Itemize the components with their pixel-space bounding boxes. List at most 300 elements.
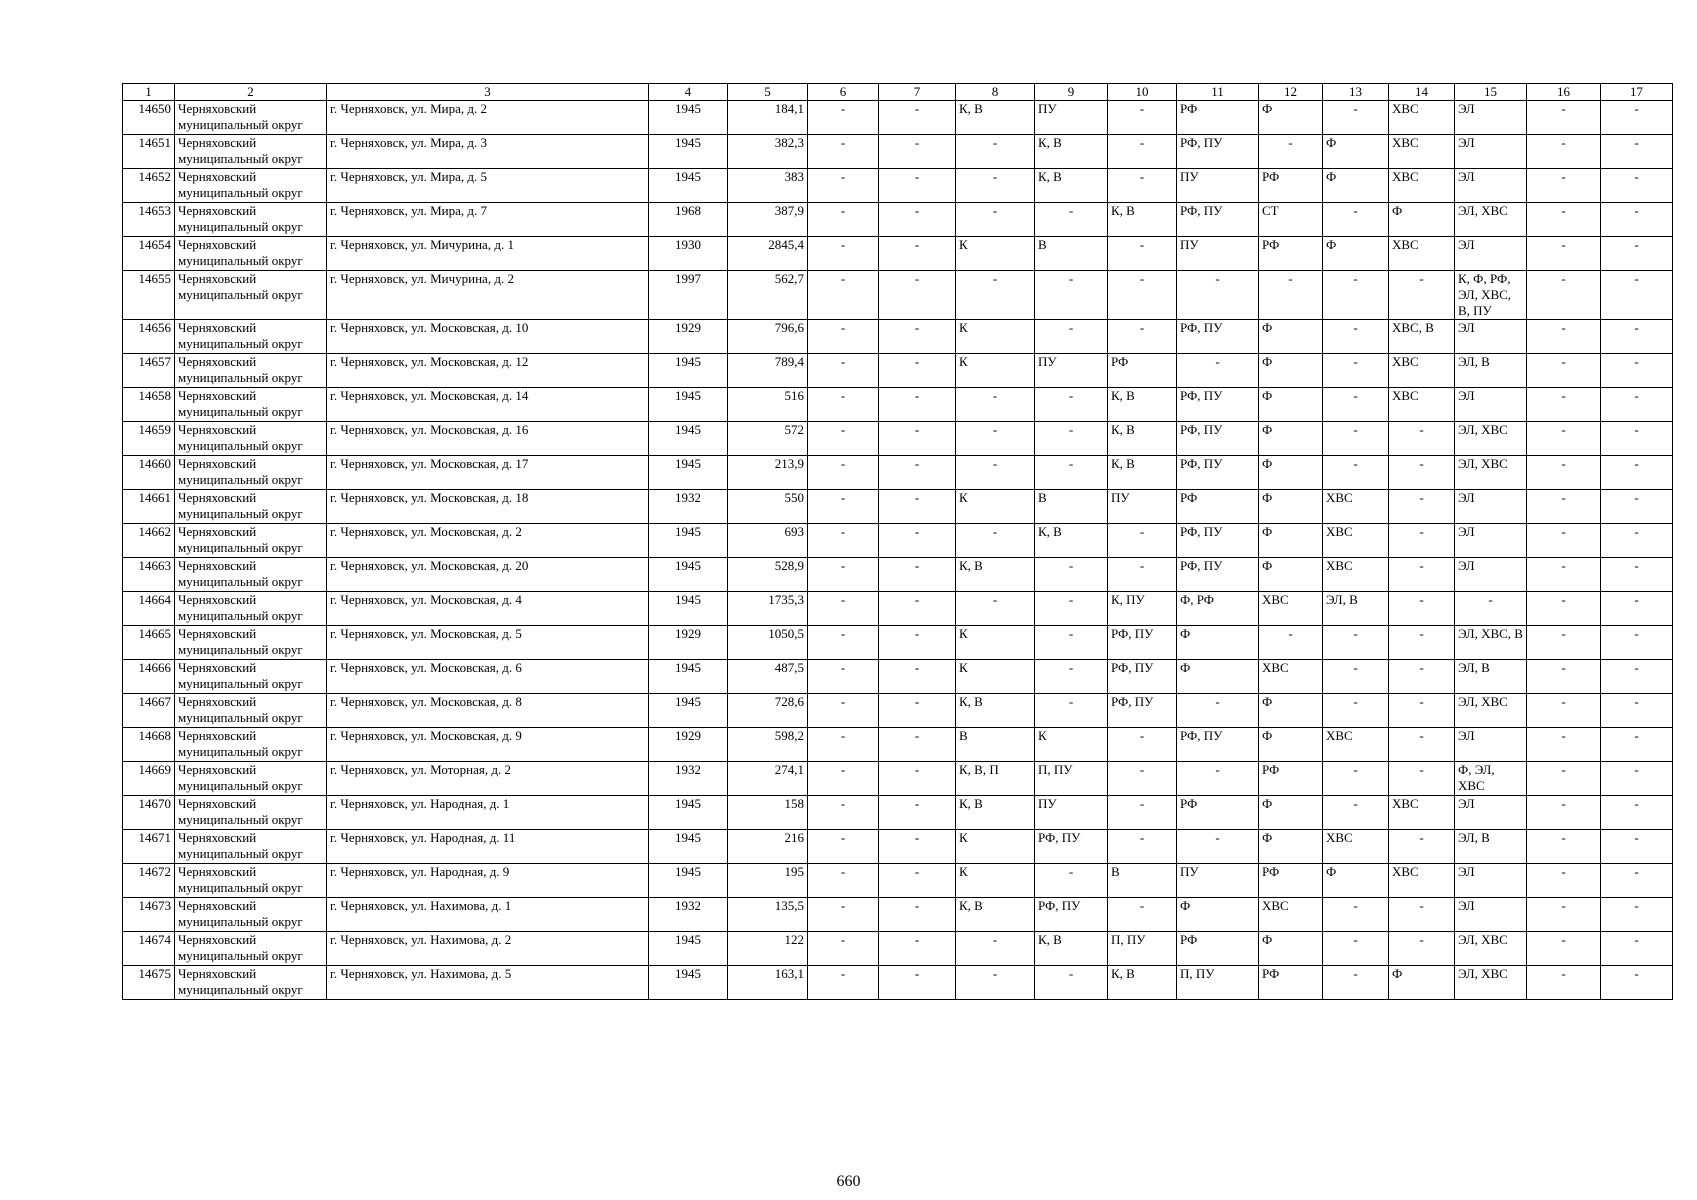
table-row <box>123 660 1673 694</box>
col-9-cell: П, ПУ <box>1035 762 1108 796</box>
col-8-cell: К, В <box>956 694 1035 728</box>
municipality-cell: Черняховский муниципальный округ <box>175 762 327 796</box>
column-number-12: 12 <box>1259 84 1323 101</box>
col-13-cell: ХВС <box>1323 728 1389 762</box>
col-12-cell: РФ <box>1259 169 1323 203</box>
table-row <box>123 456 1673 490</box>
table-row <box>123 237 1673 271</box>
col-10-cell: П, ПУ <box>1108 932 1177 966</box>
col-13-cell: Ф <box>1323 237 1389 271</box>
col-13-cell: ХВС <box>1323 490 1389 524</box>
col-10-cell: РФ, ПУ <box>1108 694 1177 728</box>
col-12-cell: - <box>1259 135 1323 169</box>
col-15-cell: ЭЛ <box>1455 524 1527 558</box>
col-16-cell: - <box>1527 728 1601 762</box>
col-13-cell: Ф <box>1323 135 1389 169</box>
col-17-cell: - <box>1601 626 1673 660</box>
col-10-cell: К, В <box>1108 203 1177 237</box>
column-number-17: 17 <box>1601 84 1673 101</box>
area-cell: 274,1 <box>728 762 808 796</box>
col-9-cell: ПУ <box>1035 354 1108 388</box>
col-9-cell: - <box>1035 203 1108 237</box>
col-7-cell: - <box>879 694 956 728</box>
record-id-cell: 14671 <box>123 830 175 864</box>
col-16-cell: - <box>1527 864 1601 898</box>
build-year-cell: 1932 <box>649 490 728 524</box>
address-cell: г. Черняховск, ул. Мира, д. 7 <box>327 203 649 237</box>
col-11-cell: РФ <box>1177 932 1259 966</box>
col-12-cell: Ф <box>1259 558 1323 592</box>
col-8-cell: В <box>956 728 1035 762</box>
col-13-cell: - <box>1323 898 1389 932</box>
col-9-cell: РФ, ПУ <box>1035 898 1108 932</box>
col-7-cell: - <box>879 320 956 354</box>
col-6-cell: - <box>808 490 879 524</box>
col-14-cell: ХВС <box>1389 237 1455 271</box>
col-10-cell: РФ <box>1108 354 1177 388</box>
col-7-cell: - <box>879 203 956 237</box>
col-16-cell: - <box>1527 101 1601 135</box>
record-id-cell: 14660 <box>123 456 175 490</box>
col-14-cell: ХВС <box>1389 135 1455 169</box>
col-7-cell: - <box>879 762 956 796</box>
col-10-cell: - <box>1108 101 1177 135</box>
col-13-cell: - <box>1323 422 1389 456</box>
col-10-cell: - <box>1108 320 1177 354</box>
col-8-cell: К, В, П <box>956 762 1035 796</box>
col-12-cell: Ф <box>1259 101 1323 135</box>
record-id-cell: 14657 <box>123 354 175 388</box>
record-id-cell: 14651 <box>123 135 175 169</box>
col-16-cell: - <box>1527 762 1601 796</box>
col-10-cell: К, В <box>1108 422 1177 456</box>
col-10-cell: - <box>1108 135 1177 169</box>
table-row <box>123 932 1673 966</box>
col-11-cell: - <box>1177 694 1259 728</box>
col-6-cell: - <box>808 728 879 762</box>
col-11-cell: РФ, ПУ <box>1177 422 1259 456</box>
col-16-cell: - <box>1527 660 1601 694</box>
col-6-cell: - <box>808 626 879 660</box>
address-cell: г. Черняховск, ул. Московская, д. 8 <box>327 694 649 728</box>
address-cell: г. Черняховск, ул. Московская, д. 10 <box>327 320 649 354</box>
col-12-cell: Ф <box>1259 932 1323 966</box>
col-11-cell: ПУ <box>1177 237 1259 271</box>
col-14-cell: - <box>1389 830 1455 864</box>
col-11-cell: РФ, ПУ <box>1177 320 1259 354</box>
col-14-cell: Ф <box>1389 203 1455 237</box>
col-9-cell: - <box>1035 388 1108 422</box>
header-row <box>123 84 1673 101</box>
col-15-cell: - <box>1455 592 1527 626</box>
col-9-cell: К, В <box>1035 135 1108 169</box>
col-6-cell: - <box>808 203 879 237</box>
area-cell: 216 <box>728 830 808 864</box>
col-12-cell: РФ <box>1259 864 1323 898</box>
column-number-11: 11 <box>1177 84 1259 101</box>
col-12-cell: Ф <box>1259 388 1323 422</box>
record-id-cell: 14668 <box>123 728 175 762</box>
area-cell: 383 <box>728 169 808 203</box>
table-row <box>123 101 1673 135</box>
col-15-cell: ЭЛ <box>1455 898 1527 932</box>
municipality-cell: Черняховский муниципальный округ <box>175 135 327 169</box>
col-7-cell: - <box>879 626 956 660</box>
table-row <box>123 626 1673 660</box>
col-8-cell: К, В <box>956 558 1035 592</box>
col-8-cell: К <box>956 830 1035 864</box>
area-cell: 135,5 <box>728 898 808 932</box>
address-cell: г. Черняховск, ул. Московская, д. 6 <box>327 660 649 694</box>
municipality-cell: Черняховский муниципальный округ <box>175 796 327 830</box>
col-13-cell: - <box>1323 626 1389 660</box>
col-15-cell: ЭЛ <box>1455 320 1527 354</box>
col-10-cell: - <box>1108 796 1177 830</box>
col-15-cell: ЭЛ <box>1455 135 1527 169</box>
area-cell: 382,3 <box>728 135 808 169</box>
col-16-cell: - <box>1527 796 1601 830</box>
area-cell: 796,6 <box>728 320 808 354</box>
col-7-cell: - <box>879 830 956 864</box>
col-6-cell: - <box>808 558 879 592</box>
col-8-cell: - <box>956 388 1035 422</box>
col-15-cell: ЭЛ, В <box>1455 830 1527 864</box>
record-id-cell: 14659 <box>123 422 175 456</box>
col-13-cell: - <box>1323 101 1389 135</box>
col-11-cell: - <box>1177 830 1259 864</box>
col-14-cell: ХВС <box>1389 169 1455 203</box>
col-14-cell: - <box>1389 762 1455 796</box>
col-12-cell: ХВС <box>1259 898 1323 932</box>
col-9-cell: К, В <box>1035 524 1108 558</box>
col-17-cell: - <box>1601 932 1673 966</box>
col-6-cell: - <box>808 932 879 966</box>
area-cell: 195 <box>728 864 808 898</box>
col-16-cell: - <box>1527 135 1601 169</box>
col-16-cell: - <box>1527 558 1601 592</box>
col-13-cell: - <box>1323 966 1389 1000</box>
col-10-cell: - <box>1108 558 1177 592</box>
col-15-cell: ЭЛ, ХВС, В <box>1455 626 1527 660</box>
col-15-cell: ЭЛ <box>1455 864 1527 898</box>
col-16-cell: - <box>1527 169 1601 203</box>
municipality-cell: Черняховский муниципальный округ <box>175 169 327 203</box>
col-14-cell: ХВС <box>1389 354 1455 388</box>
table-row <box>123 524 1673 558</box>
col-17-cell: - <box>1601 694 1673 728</box>
municipality-cell: Черняховский муниципальный округ <box>175 490 327 524</box>
col-16-cell: - <box>1527 830 1601 864</box>
col-17-cell: - <box>1601 169 1673 203</box>
column-number-10: 10 <box>1108 84 1177 101</box>
col-9-cell: К <box>1035 728 1108 762</box>
area-cell: 550 <box>728 490 808 524</box>
table-row <box>123 830 1673 864</box>
build-year-cell: 1929 <box>649 320 728 354</box>
col-12-cell: Ф <box>1259 354 1323 388</box>
col-11-cell: ПУ <box>1177 169 1259 203</box>
col-7-cell: - <box>879 354 956 388</box>
table-body <box>123 101 1673 1000</box>
record-id-cell: 14672 <box>123 864 175 898</box>
col-6-cell: - <box>808 271 879 320</box>
build-year-cell: 1930 <box>649 237 728 271</box>
col-11-cell: - <box>1177 271 1259 320</box>
address-cell: г. Черняховск, ул. Нахимова, д. 5 <box>327 966 649 1000</box>
col-17-cell: - <box>1601 271 1673 320</box>
address-cell: г. Черняховск, ул. Московская, д. 4 <box>327 592 649 626</box>
col-17-cell: - <box>1601 898 1673 932</box>
col-12-cell: Ф <box>1259 320 1323 354</box>
page-number: 660 <box>836 1173 861 1190</box>
col-9-cell: ПУ <box>1035 796 1108 830</box>
area-cell: 562,7 <box>728 271 808 320</box>
col-14-cell: - <box>1389 660 1455 694</box>
col-14-cell: - <box>1389 592 1455 626</box>
col-8-cell: К <box>956 490 1035 524</box>
col-12-cell: ХВС <box>1259 592 1323 626</box>
col-16-cell: - <box>1527 388 1601 422</box>
record-id-cell: 14662 <box>123 524 175 558</box>
municipality-cell: Черняховский муниципальный округ <box>175 626 327 660</box>
col-15-cell: ЭЛ, ХВС <box>1455 203 1527 237</box>
col-6-cell: - <box>808 456 879 490</box>
col-15-cell: ЭЛ, В <box>1455 660 1527 694</box>
col-17-cell: - <box>1601 592 1673 626</box>
column-number-15: 15 <box>1455 84 1527 101</box>
col-14-cell: - <box>1389 898 1455 932</box>
col-10-cell: - <box>1108 830 1177 864</box>
col-6-cell: - <box>808 694 879 728</box>
municipality-cell: Черняховский муниципальный округ <box>175 237 327 271</box>
col-9-cell: ПУ <box>1035 101 1108 135</box>
col-8-cell: - <box>956 135 1035 169</box>
col-9-cell: К, В <box>1035 169 1108 203</box>
municipality-cell: Черняховский муниципальный округ <box>175 898 327 932</box>
col-10-cell: К, В <box>1108 966 1177 1000</box>
col-7-cell: - <box>879 796 956 830</box>
col-6-cell: - <box>808 796 879 830</box>
address-cell: г. Черняховск, ул. Мира, д. 3 <box>327 135 649 169</box>
address-cell: г. Черняховск, ул. Московская, д. 5 <box>327 626 649 660</box>
municipality-cell: Черняховский муниципальный округ <box>175 558 327 592</box>
col-14-cell: ХВС <box>1389 796 1455 830</box>
col-16-cell: - <box>1527 271 1601 320</box>
col-7-cell: - <box>879 966 956 1000</box>
area-cell: 598,2 <box>728 728 808 762</box>
col-8-cell: - <box>956 932 1035 966</box>
col-17-cell: - <box>1601 320 1673 354</box>
col-17-cell: - <box>1601 237 1673 271</box>
col-12-cell: РФ <box>1259 966 1323 1000</box>
col-11-cell: РФ, ПУ <box>1177 388 1259 422</box>
build-year-cell: 1929 <box>649 728 728 762</box>
col-10-cell: - <box>1108 169 1177 203</box>
municipality-cell: Черняховский муниципальный округ <box>175 203 327 237</box>
col-13-cell: - <box>1323 388 1389 422</box>
col-15-cell: ЭЛ, ХВС <box>1455 422 1527 456</box>
col-12-cell: Ф <box>1259 728 1323 762</box>
col-14-cell: - <box>1389 456 1455 490</box>
col-8-cell: - <box>956 203 1035 237</box>
col-8-cell: - <box>956 966 1035 1000</box>
record-id-cell: 14663 <box>123 558 175 592</box>
table-row <box>123 966 1673 1000</box>
col-13-cell: ХВС <box>1323 830 1389 864</box>
col-12-cell: Ф <box>1259 694 1323 728</box>
col-17-cell: - <box>1601 796 1673 830</box>
col-10-cell: - <box>1108 271 1177 320</box>
col-17-cell: - <box>1601 762 1673 796</box>
col-6-cell: - <box>808 524 879 558</box>
col-7-cell: - <box>879 524 956 558</box>
col-12-cell: СТ <box>1259 203 1323 237</box>
col-11-cell: РФ <box>1177 490 1259 524</box>
table-row <box>123 796 1673 830</box>
build-year-cell: 1945 <box>649 966 728 1000</box>
table-row <box>123 728 1673 762</box>
col-13-cell: - <box>1323 271 1389 320</box>
col-11-cell: Ф <box>1177 898 1259 932</box>
build-year-cell: 1945 <box>649 592 728 626</box>
address-cell: г. Черняховск, ул. Московская, д. 9 <box>327 728 649 762</box>
col-7-cell: - <box>879 456 956 490</box>
address-cell: г. Черняховск, ул. Мичурина, д. 1 <box>327 237 649 271</box>
record-id-cell: 14673 <box>123 898 175 932</box>
col-14-cell: ХВС <box>1389 101 1455 135</box>
area-cell: 1050,5 <box>728 626 808 660</box>
area-cell: 528,9 <box>728 558 808 592</box>
col-17-cell: - <box>1601 660 1673 694</box>
col-7-cell: - <box>879 135 956 169</box>
record-id-cell: 14654 <box>123 237 175 271</box>
build-year-cell: 1945 <box>649 422 728 456</box>
record-id-cell: 14667 <box>123 694 175 728</box>
col-6-cell: - <box>808 830 879 864</box>
address-cell: г. Черняховск, ул. Народная, д. 9 <box>327 864 649 898</box>
table-row <box>123 203 1673 237</box>
col-11-cell: РФ <box>1177 796 1259 830</box>
col-16-cell: - <box>1527 966 1601 1000</box>
col-13-cell: ХВС <box>1323 524 1389 558</box>
col-16-cell: - <box>1527 524 1601 558</box>
col-15-cell: ЭЛ, В <box>1455 354 1527 388</box>
col-8-cell: - <box>956 422 1035 456</box>
column-number-3: 3 <box>327 84 649 101</box>
column-number-1: 1 <box>123 84 175 101</box>
area-cell: 213,9 <box>728 456 808 490</box>
area-cell: 487,5 <box>728 660 808 694</box>
col-11-cell: РФ, ПУ <box>1177 456 1259 490</box>
address-cell: г. Черняховск, ул. Московская, д. 12 <box>327 354 649 388</box>
table-row <box>123 898 1673 932</box>
address-cell: г. Черняховск, ул. Московская, д. 14 <box>327 388 649 422</box>
municipality-cell: Черняховский муниципальный округ <box>175 592 327 626</box>
municipality-cell: Черняховский муниципальный округ <box>175 864 327 898</box>
col-6-cell: - <box>808 237 879 271</box>
table-header <box>123 84 1673 101</box>
column-number-16: 16 <box>1527 84 1601 101</box>
col-16-cell: - <box>1527 456 1601 490</box>
col-17-cell: - <box>1601 830 1673 864</box>
col-8-cell: - <box>956 169 1035 203</box>
col-7-cell: - <box>879 898 956 932</box>
municipality-cell: Черняховский муниципальный округ <box>175 932 327 966</box>
col-9-cell: - <box>1035 626 1108 660</box>
col-9-cell: - <box>1035 558 1108 592</box>
col-9-cell: В <box>1035 237 1108 271</box>
col-11-cell: П, ПУ <box>1177 966 1259 1000</box>
build-year-cell: 1932 <box>649 762 728 796</box>
col-16-cell: - <box>1527 626 1601 660</box>
col-7-cell: - <box>879 592 956 626</box>
col-15-cell: ЭЛ, ХВС <box>1455 456 1527 490</box>
build-year-cell: 1968 <box>649 203 728 237</box>
municipality-cell: Черняховский муниципальный округ <box>175 728 327 762</box>
municipality-cell: Черняховский муниципальный округ <box>175 422 327 456</box>
col-11-cell: РФ, ПУ <box>1177 728 1259 762</box>
col-17-cell: - <box>1601 135 1673 169</box>
col-10-cell: В <box>1108 864 1177 898</box>
address-cell: г. Черняховск, ул. Мира, д. 2 <box>327 101 649 135</box>
col-11-cell: - <box>1177 762 1259 796</box>
col-17-cell: - <box>1601 490 1673 524</box>
col-6-cell: - <box>808 898 879 932</box>
record-id-cell: 14661 <box>123 490 175 524</box>
build-year-cell: 1932 <box>649 898 728 932</box>
area-cell: 1735,3 <box>728 592 808 626</box>
column-number-6: 6 <box>808 84 879 101</box>
col-9-cell: - <box>1035 660 1108 694</box>
build-year-cell: 1945 <box>649 694 728 728</box>
col-7-cell: - <box>879 422 956 456</box>
build-year-cell: 1945 <box>649 354 728 388</box>
col-14-cell: - <box>1389 422 1455 456</box>
table-row <box>123 135 1673 169</box>
build-year-cell: 1945 <box>649 796 728 830</box>
col-10-cell: - <box>1108 728 1177 762</box>
column-number-14: 14 <box>1389 84 1455 101</box>
address-cell: г. Черняховск, ул. Московская, д. 18 <box>327 490 649 524</box>
col-12-cell: Ф <box>1259 524 1323 558</box>
municipality-cell: Черняховский муниципальный округ <box>175 660 327 694</box>
col-10-cell: - <box>1108 762 1177 796</box>
col-15-cell: ЭЛ <box>1455 101 1527 135</box>
col-13-cell: Ф <box>1323 864 1389 898</box>
col-10-cell: К, В <box>1108 388 1177 422</box>
col-14-cell: - <box>1389 490 1455 524</box>
col-15-cell: К, Ф, РФ, ЭЛ, ХВС, В, ПУ <box>1455 271 1527 320</box>
col-11-cell: РФ, ПУ <box>1177 558 1259 592</box>
address-cell: г. Черняховск, ул. Народная, д. 11 <box>327 830 649 864</box>
col-13-cell: - <box>1323 660 1389 694</box>
col-13-cell: - <box>1323 762 1389 796</box>
record-id-cell: 14655 <box>123 271 175 320</box>
table-row <box>123 762 1673 796</box>
col-13-cell: Ф <box>1323 169 1389 203</box>
col-10-cell: РФ, ПУ <box>1108 660 1177 694</box>
col-11-cell: Ф <box>1177 626 1259 660</box>
table-row <box>123 490 1673 524</box>
col-6-cell: - <box>808 660 879 694</box>
col-13-cell: - <box>1323 932 1389 966</box>
col-8-cell: К, В <box>956 898 1035 932</box>
col-6-cell: - <box>808 388 879 422</box>
col-16-cell: - <box>1527 932 1601 966</box>
col-14-cell: ХВС <box>1389 864 1455 898</box>
col-14-cell: - <box>1389 524 1455 558</box>
col-11-cell: РФ, ПУ <box>1177 203 1259 237</box>
